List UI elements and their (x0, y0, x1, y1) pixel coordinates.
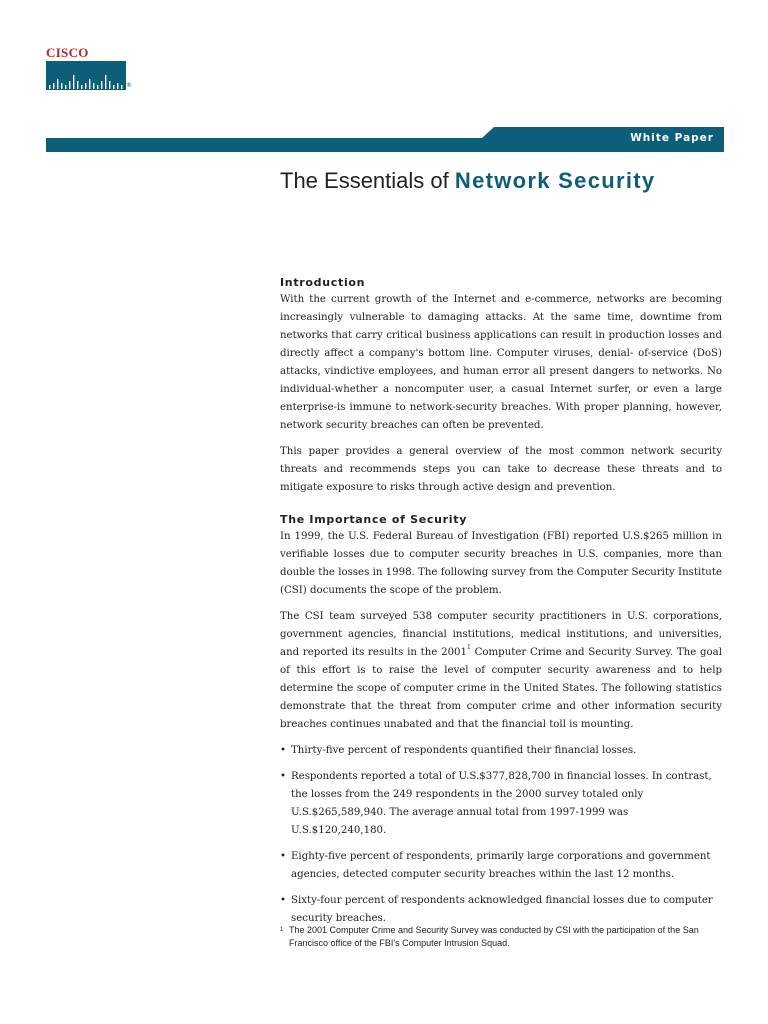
main-content (280, 276, 722, 936)
importance-heading: The Importance of Security (280, 513, 468, 526)
footnote-reference: 1 (467, 644, 471, 651)
list-item-text: Sixty-four percent of respondents acknowledged financial losses due to computer security breaches. (291, 895, 713, 924)
bullet-icon: • (280, 851, 287, 862)
importance-paragraph-2-part-b: Computer Crime and Security Survey. The goal of this effort is to raise the level of computer security awareness and to help determine the scope of computer crime in the United States. The following statistics demonstrate that the threat from computer crime and other information security breaches continues unabated and that the financial toll is mounting. (280, 647, 722, 730)
importance-paragraph-2-part-a: The CSI team surveyed 538 computer security practitioners in U.S. corporations, government agencies, financial institutions, medical institutions, and universities, and reported its results in the 2001 (280, 611, 722, 658)
list-item (280, 742, 722, 760)
white-paper-banner (46, 127, 724, 152)
list-item (280, 768, 722, 840)
importance-paragraph-1: In 1999, the U.S. Federal Bureau of Investigation (FBI) reported U.S.$265 million in verifiable losses due to computer security breaches in U.S. companies, more than double the losses in 1998. The following survey from the Computer Security Institute (CSI) documents the scope of the problem. (280, 531, 722, 596)
brand-name: CISCO (46, 45, 89, 60)
importance-paragraph-2 (280, 608, 722, 734)
list-item-text: Eighty-five percent of respondents, primarily large corporations and government agencies, detected computer security breaches within the last 12 months. (291, 851, 711, 880)
footnote-text: The 2001 Computer Crime and Security Survey was conducted by CSI with the participation of the San Francisco office of the FBI's Computer Intrusion Squad. (289, 925, 699, 948)
banner-label: White Paper (630, 132, 714, 144)
logo-bars-box (46, 61, 126, 90)
logo-bars-icon (46, 61, 126, 90)
bullet-icon: • (280, 771, 287, 782)
list-item (280, 892, 722, 928)
banner-shape (46, 127, 724, 152)
introduction-paragraph-1: With the current growth of the Internet and e-commerce, networks are becoming increasingly vulnerable to damaging attacks. At the same time, downtime from networks that carry critical business applications can result in production losses and directly affect a company's bottom line. Computer viruses, denial- of-service (DoS) attacks, vindictive employees, and human error all present dangers to networks. No individual-whether a noncomputer user, a casual Internet surfer, or even a large enterprise-is immune to network-security breaches. With proper planning, however, network security breaches can often be prevented. (280, 294, 722, 431)
footnote (280, 924, 731, 949)
introduction-paragraph-2: This paper provides a general overview of the most common network security threats and recommends steps you can take to decrease these threats and to mitigate exposure to risks through active design and prevention. (280, 446, 722, 493)
title-accent: Network Security (454, 168, 656, 193)
page-title (280, 168, 655, 194)
registered-mark: ® (126, 82, 132, 89)
list-item-text: Respondents reported a total of U.S.$377,828,700 in financial losses. In contrast, the losses from the 249 respondents in the 2000 survey totaled only U.S.$265,589,940. The average annual total from 1997-1999 was U.S.$120,240,180. (291, 771, 712, 836)
footnote-mark: 1 (280, 927, 284, 933)
list-item (280, 848, 722, 884)
list-item-text: Thirty-five percent of respondents quantified their financial losses. (291, 745, 637, 756)
bullet-icon: • (280, 895, 287, 906)
introduction-heading: Introduction (280, 276, 366, 289)
bullet-icon: • (280, 745, 287, 756)
cisco-logo (46, 46, 136, 94)
title-prefix: The Essentials of (280, 168, 449, 193)
statistics-list (280, 742, 722, 928)
